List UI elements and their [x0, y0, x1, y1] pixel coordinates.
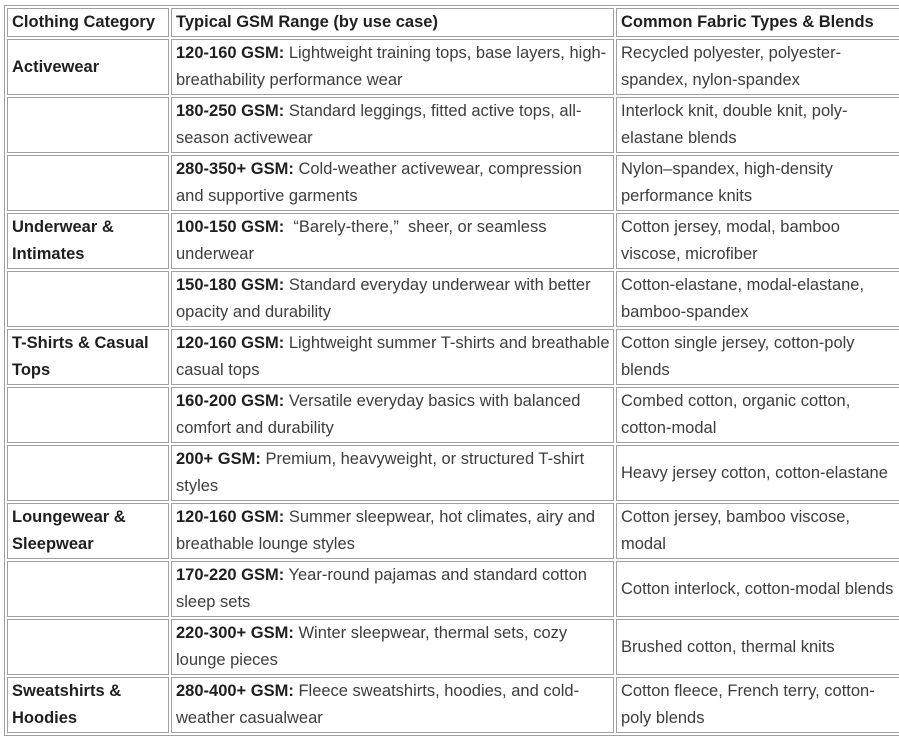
category-cell: T-Shirts & Casual Tops — [7, 329, 169, 385]
gsm-description: Fleece sweatshirts, hoodies, and cold-weather casualwear — [176, 682, 580, 727]
gsm-cell — [171, 213, 614, 269]
table-row — [7, 213, 899, 269]
table-row — [7, 445, 899, 501]
category-cell: Sweatshirts & Hoodies — [7, 677, 169, 733]
table-row — [7, 155, 899, 211]
gsm-cell — [171, 503, 614, 559]
category-cell: Activewear — [7, 39, 169, 95]
category-cell — [7, 155, 169, 211]
gsm-cell — [171, 155, 614, 211]
gsm-range: 280-400+ GSM: — [176, 682, 294, 700]
gsm-cell — [171, 329, 614, 385]
fabric-cell: Nylon–spandex, high-density performance knits — [616, 155, 899, 211]
gsm-description: Year-round pajamas and standard cotton sleep sets — [176, 566, 587, 611]
gsm-cell — [171, 387, 614, 443]
gsm-description: Standard leggings, fitted active tops, all-season activewear — [176, 102, 582, 147]
gsm-range: 160-200 GSM: — [176, 392, 285, 410]
gsm-description: “Barely-there,” sheer, or seamless underwear — [176, 218, 547, 263]
gsm-cell — [171, 97, 614, 153]
table-row — [7, 271, 899, 327]
header-row — [7, 8, 899, 37]
gsm-range: 100-150 GSM: — [176, 218, 285, 236]
gsm-cell — [171, 445, 614, 501]
gsm-description: Lightweight summer T-shirts and breathable casual tops — [176, 334, 610, 379]
fabric-cell: Cotton fleece, French terry, cotton-poly blends — [616, 677, 899, 733]
category-cell — [7, 619, 169, 675]
gsm-range: 120-160 GSM: — [176, 44, 285, 62]
fabric-cell: Cotton single jersey, cotton-poly blends — [616, 329, 899, 385]
column-header-fabric-types: Common Fabric Types & Blends — [616, 8, 899, 37]
fabric-cell: Cotton jersey, modal, bamboo viscose, microfiber — [616, 213, 899, 269]
category-cell — [7, 445, 169, 501]
category-cell: Loungewear & Sleepwear — [7, 503, 169, 559]
gsm-description: Versatile everyday basics with balanced comfort and durability — [176, 392, 581, 437]
table-row — [7, 503, 899, 559]
gsm-description: Summer sleepwear, hot climates, airy and breathable lounge styles — [176, 508, 596, 553]
gsm-range: 280-350+ GSM: — [176, 160, 294, 178]
gsm-range: 120-160 GSM: — [176, 508, 285, 526]
gsm-cell — [171, 677, 614, 733]
fabric-cell: Recycled polyester, polyester-spandex, nylon-spandex — [616, 39, 899, 95]
table-row — [7, 619, 899, 675]
gsm-description: Premium, heavyweight, or structured T-shirt styles — [176, 450, 585, 495]
table-row — [7, 97, 899, 153]
category-cell — [7, 561, 169, 617]
gsm-cell — [171, 561, 614, 617]
fabric-cell: Brushed cotton, thermal knits — [616, 619, 899, 675]
column-header-gsm-range: Typical GSM Range (by use case) — [171, 8, 614, 37]
fabric-cell: Heavy jersey cotton, cotton-elastane — [616, 445, 899, 501]
category-cell: Underwear & Intimates — [7, 213, 169, 269]
gsm-description: Lightweight training tops, base layers, high-breathability performance wear — [176, 44, 607, 89]
fabric-cell: Combed cotton, organic cotton, cotton-modal — [616, 387, 899, 443]
gsm-table — [4, 5, 899, 736]
category-cell — [7, 271, 169, 327]
column-header-category: Clothing Category — [7, 8, 169, 37]
category-cell — [7, 97, 169, 153]
gsm-range: 170-220 GSM: — [176, 566, 285, 584]
gsm-range: 220-300+ GSM: — [176, 624, 294, 642]
gsm-range: 120-160 GSM: — [176, 334, 285, 352]
fabric-cell: Cotton-elastane, modal-elastane, bamboo-spandex — [616, 271, 899, 327]
fabric-cell: Cotton interlock, cotton-modal blends — [616, 561, 899, 617]
fabric-cell: Interlock knit, double knit, poly-elastane blends — [616, 97, 899, 153]
category-cell — [7, 387, 169, 443]
table-row — [7, 39, 899, 95]
gsm-cell — [171, 619, 614, 675]
gsm-cell — [171, 39, 614, 95]
table-row — [7, 561, 899, 617]
gsm-range: 180-250 GSM: — [176, 102, 285, 120]
gsm-range: 150-180 GSM: — [176, 276, 285, 294]
gsm-description: Standard everyday underwear with better opacity and durability — [176, 276, 591, 321]
table-row — [7, 387, 899, 443]
table-row — [7, 329, 899, 385]
gsm-description: Cold-weather activewear, compression and supportive garments — [176, 160, 582, 205]
table-row — [7, 677, 899, 733]
gsm-range: 200+ GSM: — [176, 450, 261, 468]
gsm-cell — [171, 271, 614, 327]
gsm-description: Winter sleepwear, thermal sets, cozy lounge pieces — [176, 624, 568, 669]
fabric-cell: Cotton jersey, bamboo viscose, modal — [616, 503, 899, 559]
